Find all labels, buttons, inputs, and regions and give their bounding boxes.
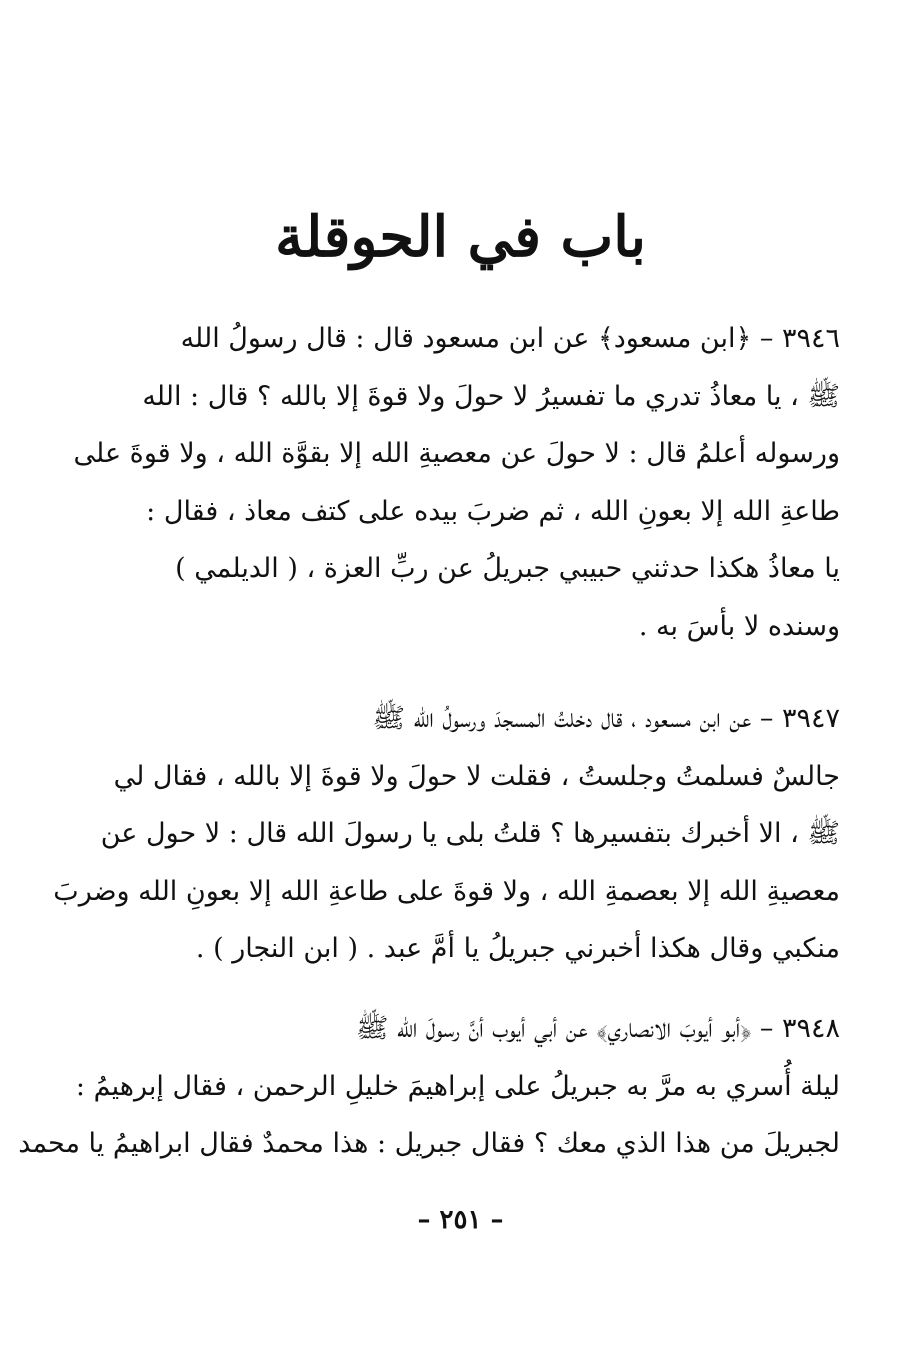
chapter-title: باب في الحوقلة bbox=[275, 204, 646, 270]
hadith-3948 bbox=[18, 1000, 840, 1173]
text-line: يا معاذُ هكذا حدثني حبيبي جبريلُ عن ربِّ العزة ، ( الديلمي ) bbox=[175, 553, 840, 584]
text-line: ﷺ ، يا معاذُ تدري ما تفسيرُ لا حولَ ولا قوةَ إلا بالله ؟ قال : الله bbox=[142, 380, 840, 412]
page-number: – ٢٥١ – bbox=[417, 1205, 504, 1235]
hadith-3947 bbox=[53, 690, 840, 978]
text-line: معصيةِ الله إلا بعصمةِ الله ، ولا قوةَ على طاعةِ الله إلا بعونِ الله وضربَ bbox=[53, 875, 840, 907]
text-line: منكبي وقال هكذا أخبرني جبريلُ يا أمَّ عبد . ( ابن النجار ) . bbox=[195, 933, 840, 964]
hadith-3946 bbox=[73, 310, 840, 655]
text-line: ورسوله أعلمُ قال : لا حولَ عن معصيةِ الله إلا بقوَّة الله ، ولا قوةَ على bbox=[73, 438, 840, 469]
text-line: ٣٩٤٧ – عن ابن مسعود ، قال دخلتُ المسجدَ ورسولُ الله ﷺ bbox=[372, 703, 840, 734]
text-line: لجبريلَ من هذا الذي معك ؟ فقال جبريل : هذا محمدٌ فقال ابراهيمُ يا محمد bbox=[18, 1128, 840, 1159]
text-line: ﷺ ، الا أخبرك بتفسيرها ؟ قلتُ بلى يا رسولَ الله قال : لا حول عن bbox=[100, 818, 840, 849]
text-line: جالسٌ فسلمتُ وجلستُ ، فقلت لا حولَ ولا قوةَ إلا بالله ، فقال لي bbox=[113, 760, 840, 792]
text-line: طاعةِ الله إلا بعونِ الله ، ثم ضربَ بيده على كتف معاذ ، فقال : bbox=[146, 495, 840, 527]
text-line: ٣٩٤٦ – ﴿ابن مسعود﴾ عن ابن مسعود قال : قال رسولُ الله bbox=[180, 323, 840, 354]
text-line: ليلة أُسري به مرَّ به جبريلُ على إبراهيمَ خليلِ الرحمن ، فقال إبرهيمُ : bbox=[75, 1070, 840, 1102]
text-line: ٣٩٤٨ – ﴿أبو أيوبَ الانصاري﴾ عن أبي أيوب أنَّ رسولَ الله ﷺ bbox=[355, 1013, 840, 1044]
text-line: وسنده لا بأسَ به . bbox=[638, 610, 840, 642]
